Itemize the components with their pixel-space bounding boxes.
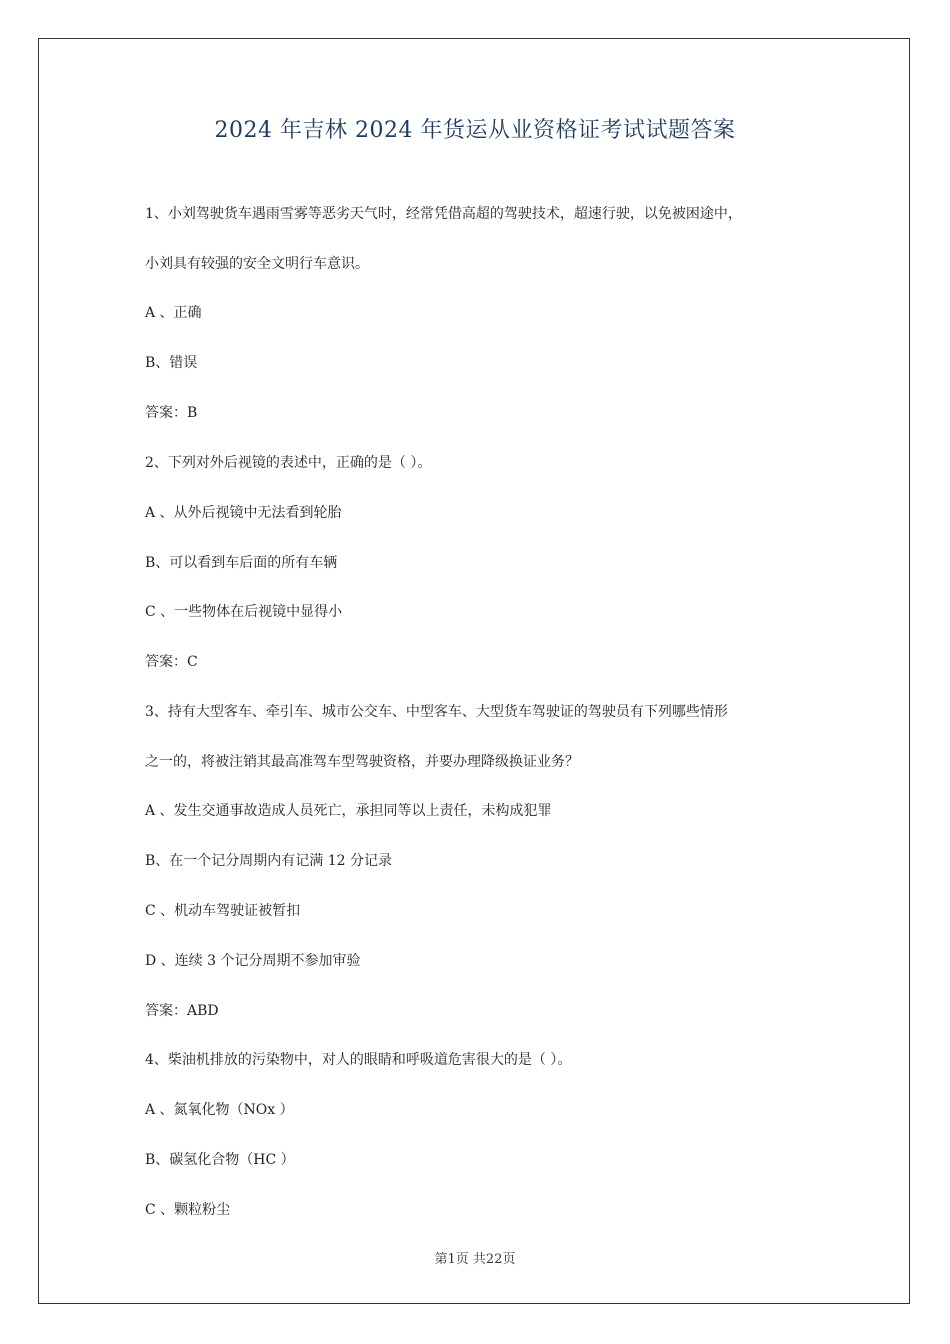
question-3-text-line-1: 3、持有大型客车、牵引车、城市公交车、中型客车、大型货车驾驶证的驾驶员有下列哪些情形 xyxy=(145,704,728,720)
question-1-answer: 答案：B xyxy=(145,405,198,421)
question-2-option-b: B、可以看到车后面的所有车辆 xyxy=(145,555,338,571)
question-3-option-d: D 、连续 3 个记分周期不参加审验 xyxy=(145,953,361,969)
document-title: 2024 年吉林 2024 年货运从业资格证考试试题答案 xyxy=(214,118,736,143)
question-2-answer: 答案：C xyxy=(145,654,198,670)
question-1-option-b: B、错误 xyxy=(145,355,198,371)
page-number-footer: 第1页 共22页 xyxy=(434,1252,516,1267)
question-2-option-a: A 、从外后视镜中无法看到轮胎 xyxy=(145,505,342,521)
question-2-text: 2、下列对外后视镜的表述中，正确的是（ ）。 xyxy=(145,455,432,471)
question-3-answer: 答案：ABD xyxy=(145,1003,219,1019)
question-3-option-a: A 、发生交通事故造成人员死亡，承担同等以上责任，未构成犯罪 xyxy=(145,803,552,819)
question-3-text-line-2: 之一的，将被注销其最高准驾车型驾驶资格，并要办理降级换证业务？ xyxy=(145,754,579,770)
question-4-option-b: B、碳氢化合物（HC ） xyxy=(145,1152,295,1168)
question-1-option-a: A 、正确 xyxy=(145,305,202,321)
question-3-option-c: C 、机动车驾驶证被暂扣 xyxy=(145,903,301,919)
question-4-option-a: A 、氮氧化物（NOx ） xyxy=(145,1102,294,1118)
question-2-option-c: C 、一些物体在后视镜中显得小 xyxy=(145,604,343,620)
question-1-text-line-2: 小刘具有较强的安全文明行车意识。 xyxy=(145,256,369,272)
question-1-text-line-1: 1、小刘驾驶货车遇雨雪雾等恶劣天气时，经常凭借高超的驾驶技术，超速行驶，以免被困途中， xyxy=(145,206,742,222)
question-4-option-c: C 、颗粒粉尘 xyxy=(145,1202,231,1218)
question-4-text: 4、柴油机排放的污染物中，对人的眼睛和呼吸道危害很大的是（ ）。 xyxy=(145,1052,572,1068)
question-3-option-b: B、在一个记分周期内有记满 12 分记录 xyxy=(145,853,393,869)
